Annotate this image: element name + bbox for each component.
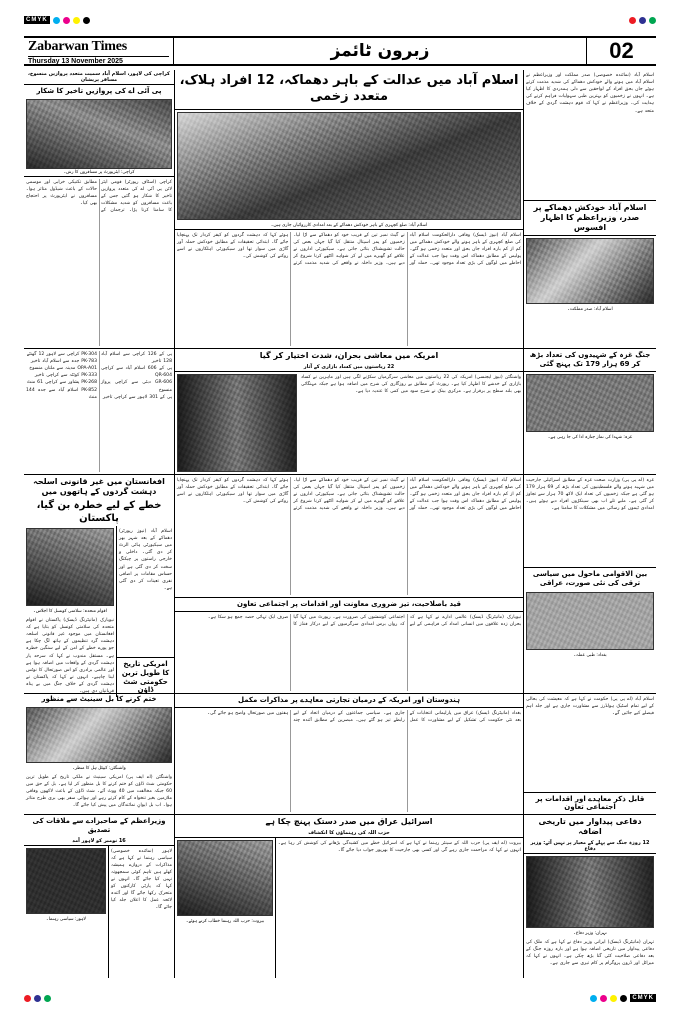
gaza-headline: جنگ غزہ کے شہیدوں کی تعداد بڑھ کر 69 ہزار 179 تک پہنچ گئی: [529, 351, 651, 368]
reaction-brief-body: اسلام آباد (نمائندہ خصوصی) صدر مملکت اور وزیراعظم نے اسلام آباد میں ہونے والے خودکش دھماکے کی شدید مذمت کرتے ہوئے جاں بحق افراد کے لواحقین سے دلی ہمدردی کا اظہار کیا ہے۔ انہوں نے زخمیوں کو بہترین طبی سہولیات فراہم کرنے کی ہدایت کی۔ وزیراعظم نے کہا کہ قوم دہشت گردی کے خلاف متحد ہے۔: [526, 73, 654, 114]
column-gaza-iraq: [524, 475, 656, 693]
masthead: [24, 36, 656, 66]
masthead-center: [174, 38, 586, 64]
president-photo: [526, 238, 654, 304]
top-section: [24, 70, 656, 348]
politician-body: لاہور (نمائندہ خصوصی) سیاسی رہنما نے کہا ہے کہ مذاکرات کے دروازے ہمیشہ کھلے ہیں تاہم کوئی سمجھوتہ نہیں کیا جائے گا۔ انہوں نے کہا کہ پارٹی کارکنوں کو متحرک رکھا جائے گا اور آئندہ لائحہ عمل کا اعلان جلد کیا جائے گا۔: [111, 848, 172, 911]
pia-kicker: کراچی کی لاہور، اسلام آباد سمیت متعدد پروازیں منسوخ، مسافر پریشان: [24, 70, 174, 85]
afghanistan-body: نیویارک (مانیٹرنگ ڈیسک) پاکستان نے اقوام متحدہ کی سلامتی کونسل کو بتایا ہے کہ افغانستان میں موجود غیر قانونی اسلحہ دہشت گرد تنظیموں کے ہاتھ لگ چکا ہے جو پورے خطے کے امن کے لیے سنگین خطرہ ہے۔ مستقل مندوب نے کہا کہ سرحد پار دہشت گردی کے واقعات میں اضافہ ہوا ہے اور عالمی برادری کو اس صورتحال کا نوٹس لینا چاہیے۔ انہوں نے کہا کہ پاکستان نے دہشت گردی کے خلاف جنگ میں بے پناہ قربانیاں دی ہیں۔: [26, 618, 114, 695]
color-dot-green: [649, 17, 656, 24]
gaza-photo: [526, 374, 654, 432]
bottom-section: [24, 815, 656, 978]
color-dot-blue: [639, 17, 646, 24]
column-us-shutdown: [24, 694, 174, 814]
color-dot-black-bottom: [620, 995, 627, 1002]
color-dot-magenta: [63, 17, 70, 24]
politician-photo-caption: لاہور: سیاسی رہنما۔: [46, 916, 86, 922]
lead-headline: اسلام آباد میں عدالت کے باہر دھماکہ، 12 افراد ہلاک، متعدد زخمی: [179, 73, 519, 105]
hezbollah-subhead: حزب اللہ کی رہنماؤں کا انکشاف: [175, 829, 523, 838]
flight-line-10: PK-852 اسلام آباد سے جدہ 144 منٹ: [26, 387, 97, 400]
iraq-headline: ہندوستان اور امریکہ کے درمیان تجارتی معاہدے پر مذاکرات مکمل: [237, 696, 461, 704]
usshutdown-body: واشنگٹن (اے ایف پی) امریکی سینیٹ نے ملکی تاریخ کے طویل ترین حکومتی شٹ ڈاؤن کو ختم کرنے کا بل منظور کر لیا ہے۔ بل کے حق میں 60 جبکہ مخالفت میں 40 ووٹ آئے۔ شٹ ڈاؤن کے باعث لاکھوں وفاقی ملازمین بغیر تنخواہ کے کام کرتے رہے اور ہوائی سفر بھی بری طرح متاثر ہوا۔ اب بل ایوانِ نمائندگان میں پیش کیا جائے گا۔: [26, 774, 172, 809]
iran-defense-headline: دفاعی پیداوار میں تاریخی اضافہ: [538, 817, 642, 836]
president-photo-caption: اسلام آباد: صدر مملکت۔: [567, 307, 613, 312]
column-aid: [175, 475, 523, 693]
hezbollah-photo: [177, 840, 273, 916]
iran-defense-body: تہران (مانیٹرنگ ڈیسک) ایرانی وزیر دفاع نے کہا ہے کہ ملک کی دفاعی پیداوار میں تاریخی اضافہ ہوا ہے اور بارہ روزہ جنگ کے بعد دفاعی صلاحیت کئی گنا بڑھ چکی ہے۔ انہوں نے کہا کہ میزائل اور ڈرون پروگرام پر کام تیزی سے جاری ہے۔: [526, 940, 654, 967]
fourth-section: [24, 694, 656, 814]
column-economy: [175, 349, 523, 474]
iraq-photo-caption: بغداد: طبی عملہ۔: [573, 652, 607, 658]
newspaper-title-urdu: زبرون ٹائمز: [330, 41, 430, 61]
column-flights: [24, 349, 174, 474]
page-number: 02: [586, 38, 656, 64]
top-color-bar: [24, 16, 656, 24]
pia-body: کراچی (اسٹاف رپورٹر) قومی ایئر لائن پی آئی اے کی متعدد پروازیں تاخیر کا شکار ہو گئیں جس کے باعث مسافروں کو شدید مشکلات کا سامنا کرنا پڑا۔ ترجمان کے مطابق تکنیکی خرابی اور موسمی حالات کے باعث شیڈول متاثر ہوا۔ مسافروں نے ایئرپورٹ پر احتجاج بھی کیا۔: [26, 179, 172, 214]
usshutdown-subhead: ختم کرنے کا بل سینیٹ سے منظور: [41, 695, 157, 703]
newspaper-title: Zabarwan Times: [28, 39, 127, 54]
color-dot-green-bottom: [44, 995, 51, 1002]
gaza-photo-caption: غزہ: شہدا کی نماز جنازہ ادا کی جا رہی ہے۔: [547, 434, 633, 440]
color-dot-black: [83, 17, 90, 24]
flight-line-1: پی کے 126 کراچی سے اسلام آباد 128 تاخیر: [101, 352, 172, 365]
iraq-body: بغداد (مانیٹرنگ ڈیسک) عراق میں پارلیمانی انتخابات کے بعد نئی حکومت کی تشکیل کے لیے مشاورت کا عمل جاری ہے۔ سیاسی جماعتوں کے درمیان اتحاد کے لیے رابطے تیز ہو گئے ہیں۔ مبصرین کے مطابق آئندہ چند ہفتوں میں صورتحال واضح ہو جائے گی۔: [207, 710, 521, 723]
column-hezbollah: [175, 815, 523, 978]
flight-line-9: PK-268 پشاور سے کراچی 61 منٹ: [26, 380, 97, 386]
column-iran-defense: [524, 815, 656, 978]
politician-headline: وزیراعظم کے صاحبزادے سے ملاقات کی تصدیق: [32, 817, 166, 834]
iran-defense-subhead: 12 روزہ جنگ سے پہلے کے معیار پر نہیں آئے: وزیر دفاع: [524, 839, 656, 854]
hezbollah-photo-caption: بیروت: حزب اللہ رہنما خطاب کرتے ہوئے۔: [185, 919, 265, 924]
politician-photo: [26, 848, 106, 914]
column-afghanistan: [24, 475, 174, 693]
color-dot-magenta-bottom: [600, 995, 607, 1002]
column-iraq-body: [175, 694, 523, 814]
aid-headline: قید باصلاحیت، تیز ضروری معاونت اور اقدامات پر اجتماعی تعاون: [237, 600, 461, 608]
color-dot-cyan: [53, 17, 60, 24]
color-dot-blue-bottom: [34, 995, 41, 1002]
content-grid: [24, 70, 656, 980]
lead-photo-caption: اسلام آباد: ضلع کچہری کے باہر خودکش دھماکے کے بعد امدادی کارروائیاں جاری ہیں۔: [270, 222, 428, 228]
afghanistan-photo: [26, 528, 114, 606]
column-politician: [24, 815, 174, 978]
afghanistan-subhead: خطے کے لیے خطرہ بن گیا، پاکستان: [36, 500, 162, 524]
cmyk-badge-right: CMYK: [632, 995, 654, 1001]
lead-photo: [177, 112, 521, 220]
usshutdown-headline: امریکی تاریخ کا طویل ترین حکومتی شٹ ڈاؤن: [121, 660, 170, 695]
column-extra: [524, 694, 656, 814]
bottom-color-bar: [24, 994, 656, 1002]
extra-body: اسلام آباد (اے پی پی) حکومت نے کہا ہے کہ معیشت کی بحالی کے لیے تمام اسٹیک ہولڈرز سے مشاورت جاری ہے اور جلد اہم فیصلے کیے جائیں گے۔: [526, 697, 654, 717]
politician-subhead: 16 نومبر کو لاہور آمد: [24, 837, 174, 846]
column-pia: [24, 70, 174, 348]
capitol-photo: [26, 707, 172, 763]
color-dot-yellow: [73, 17, 80, 24]
hezbollah-headline: اسرائیل عراق میں صدر دستک پہنچ چکا ہے: [265, 817, 433, 826]
lead-continuation: اسلام آباد (نیوز ڈیسک) وفاقی دارالحکومت اسلام آباد کی ضلع کچہری کے باہر ہونے والے خودکش دھماکے میں کم از کم بارہ افراد جاں بحق اور متعدد زخمی ہو گئے۔ پولیس کے مطابق دھماکہ اس وقت ہوا جب عدالت کے احاطے میں لوگوں کی بڑی تعداد موجود تھی۔ حملہ آور نے گیٹ نمبر تین کے قریب خود کو دھماکے سے اڑا لیا۔ زخمیوں کو پمز اسپتال منتقل کیا گیا جہاں بعض کی حالت تشویشناک بتائی جاتی ہے۔ سیکیورٹی اداروں نے علاقے کو گھیرے میں لے کر شواہد اکٹھے کرنا شروع کر دیے ہیں۔ وزیر داخلہ نے واقعے کی شدید مذمت کرتے ہوئے کہا کہ دہشت گردوں کو کیفر کردار تک پہنچایا جائے گا۔ ابتدائی تحقیقات کے مطابق خودکش حملہ آور گاڑی میں سوار تھا اور سیکیورٹی اہلکاروں نے اسے روکنے کی کوشش کی۔: [177, 478, 521, 512]
iraq-subhead: بین الاقوامی ماحول میں سیاسی ترقی کی نئی صورت، عراقی: [532, 570, 648, 587]
color-dot-yellow-bottom: [610, 995, 617, 1002]
gaza-body: غزہ (اے پی پی) وزارت صحت غزہ کے مطابق اسرائیلی جارحیت میں شہید ہونے والے فلسطینیوں کی تعداد بڑھ کر 69 ہزار 179 ہو گئی ہے جبکہ زخمیوں کی تعداد ایک لاکھ 70 ہزار سے تجاوز کر گئی ہے۔ ملبے تلے اب بھی سینکڑوں افراد دبے ہوئے ہیں۔ امدادی ٹیموں کو رسائی میں مشکلات کا سامنا ہے۔: [526, 478, 654, 512]
second-section: [24, 349, 656, 474]
flight-line-5: PK-304 کراچی سے لاہور 12 گھنٹے: [26, 352, 97, 357]
afghanistan-body-2: اسلام آباد (نیوز رپورٹر) دھماکے کے بعد شہر بھر میں سیکیورٹی ہائی الرٹ کر دی گئی۔ داخلی و خارجی راستوں پر چیکنگ سخت کر دی گئی ہے اور حساس مقامات پر اضافی نفری تعینات کر دی گئی ہے۔: [119, 529, 172, 591]
flight-line-3: GR-606 دبئی سے کراچی پرواز منسوخ: [101, 380, 172, 393]
iran-defense-photo-caption: تہران: وزیر دفاع۔: [573, 931, 607, 936]
publication-date: Thursday 13 November 2025: [28, 56, 169, 65]
color-dot-red: [629, 17, 636, 24]
extra-headline: قابل ذکر معاہدے اور اقدامات پر اجتماعی تعاون: [535, 794, 645, 812]
hezbollah-body: بیروت (اے ایف پی) حزب اللہ کے سینئر رہنما نے کہا ہے کہ اسرائیل خطے میں کشیدگی بڑھانے کی کوشش کر رہا ہے۔ انہوں نے کہا کہ مزاحمت جاری رہے گی اور کسی بھی جارحیت کا بھرپور جواب دیا جائے گا۔: [278, 841, 521, 854]
masthead-left: [24, 38, 174, 64]
flight-line-8: PK-333 کوئٹہ سے کراچی تاخیر: [34, 373, 97, 379]
color-dot-cyan-bottom: [590, 995, 597, 1002]
pia-photo: [26, 99, 172, 169]
flight-line-2: پی کے 606 اسلام آباد سے کراچی QR-604: [101, 366, 172, 379]
aid-body: نیویارک (مانیٹرنگ ڈیسک) عالمی ادارے نے کہا ہے کہ بحران زدہ علاقوں میں انسانی امداد کی فراہمی کے لیے اجتماعی کوششوں کی ضرورت ہے۔ رپورٹ میں کہا گیا کہ رواں برس امدادی سرگرمیوں کے لیے درکار فنڈز کا صرف ایک تہائی حصہ جمع ہو سکا ہے۔: [207, 614, 521, 627]
color-dot-red-bottom: [24, 995, 31, 1002]
economy-body: واشنگٹن (نیوز ایجنسی) امریکہ کی 22 ریاستوں میں معاشی سرگرمیاں سکڑنے لگی ہیں اور ماہرین نے کساد بازاری کے خدشے کا اظہار کیا ہے۔ رپورٹ کے مطابق بے روزگاری کی شرح میں اضافہ ہوا ہے جبکہ مہنگائی بھی بلند سطح پر برقرار ہے۔ مرکزی بینک نے شرح سود میں کمی کا عندیہ دیا ہے۔: [301, 375, 521, 395]
afghanistan-headline: افغانستان میں غیر قانونی اسلحہ دہشت گردوں کے ہاتھوں میں: [33, 477, 165, 496]
economy-headline: امریکہ میں معاشی بحران، شدت اختیار کر گیا: [259, 351, 439, 360]
pia-photo-caption: کراچی: ایئرپورٹ پر مسافروں کا رش۔: [63, 169, 135, 175]
flight-line-7: OPA-A01 مدینہ سے ملتان منسوخ: [29, 366, 97, 372]
cmyk-badge-left: CMYK: [26, 17, 48, 23]
economy-photo: [177, 374, 297, 472]
iran-defense-photo: [526, 856, 654, 928]
lead-body: اسلام آباد (نیوز ڈیسک) وفاقی دارالحکومت اسلام آباد کی ضلع کچہری کے باہر ہونے والے خودکش دھماکے میں کم از کم بارہ افراد جاں بحق اور متعدد زخمی ہو گئے۔ پولیس کے مطابق دھماکہ اس وقت ہوا جب عدالت کے احاطے میں لوگوں کی بڑی تعداد موجود تھی۔ حملہ آور نے گیٹ نمبر تین کے قریب خود کو دھماکے سے اڑا لیا۔ زخمیوں کو پمز اسپتال منتقل کیا گیا جہاں بعض کی حالت تشویشناک بتائی جاتی ہے۔ سیکیورٹی اداروں نے علاقے کو گھیرے میں لے کر شواہد اکٹھے کرنا شروع کر دیے ہیں۔ وزیر داخلہ نے واقعے کی شدید مذمت کرتے ہوئے کہا کہ دہشت گردوں کو کیفر کردار تک پہنچایا جائے گا۔ ابتدائی تحقیقات کے مطابق خودکش حملہ آور گاڑی میں سوار تھا اور سیکیورٹی اہلکاروں نے اسے روکنے کی کوشش کی۔: [177, 232, 521, 266]
reaction-headline: اسلام آباد خودکش دھماکے پر صدر، وزیراعظم کا اظہار افسوس: [533, 203, 647, 232]
iraq-photo: [526, 592, 654, 650]
capitol-photo-caption: واشنگٹن: کیپٹل ہل کا منظر۔: [72, 765, 126, 771]
column-lead: [175, 70, 523, 348]
column-gaza-head: [524, 349, 656, 474]
pia-headline: پی آئی اے کی پروازیں تاخیر کا شکار: [36, 87, 162, 95]
third-section: [24, 475, 656, 693]
flight-line-6: PK-783 جدہ سے اسلام آباد تاخیر: [30, 359, 97, 365]
economy-subhead: 22 ریاستوں میں کساد بازاری کے آثار: [175, 363, 523, 372]
column-reaction: [524, 70, 656, 348]
afghanistan-photo-caption: اقوام متحدہ: سلامتی کونسل کا اجلاس۔: [33, 609, 107, 614]
flights-list: [24, 349, 174, 474]
flight-line-4: پی کے 301 لاہور سے کراچی تاخیر: [102, 394, 172, 400]
